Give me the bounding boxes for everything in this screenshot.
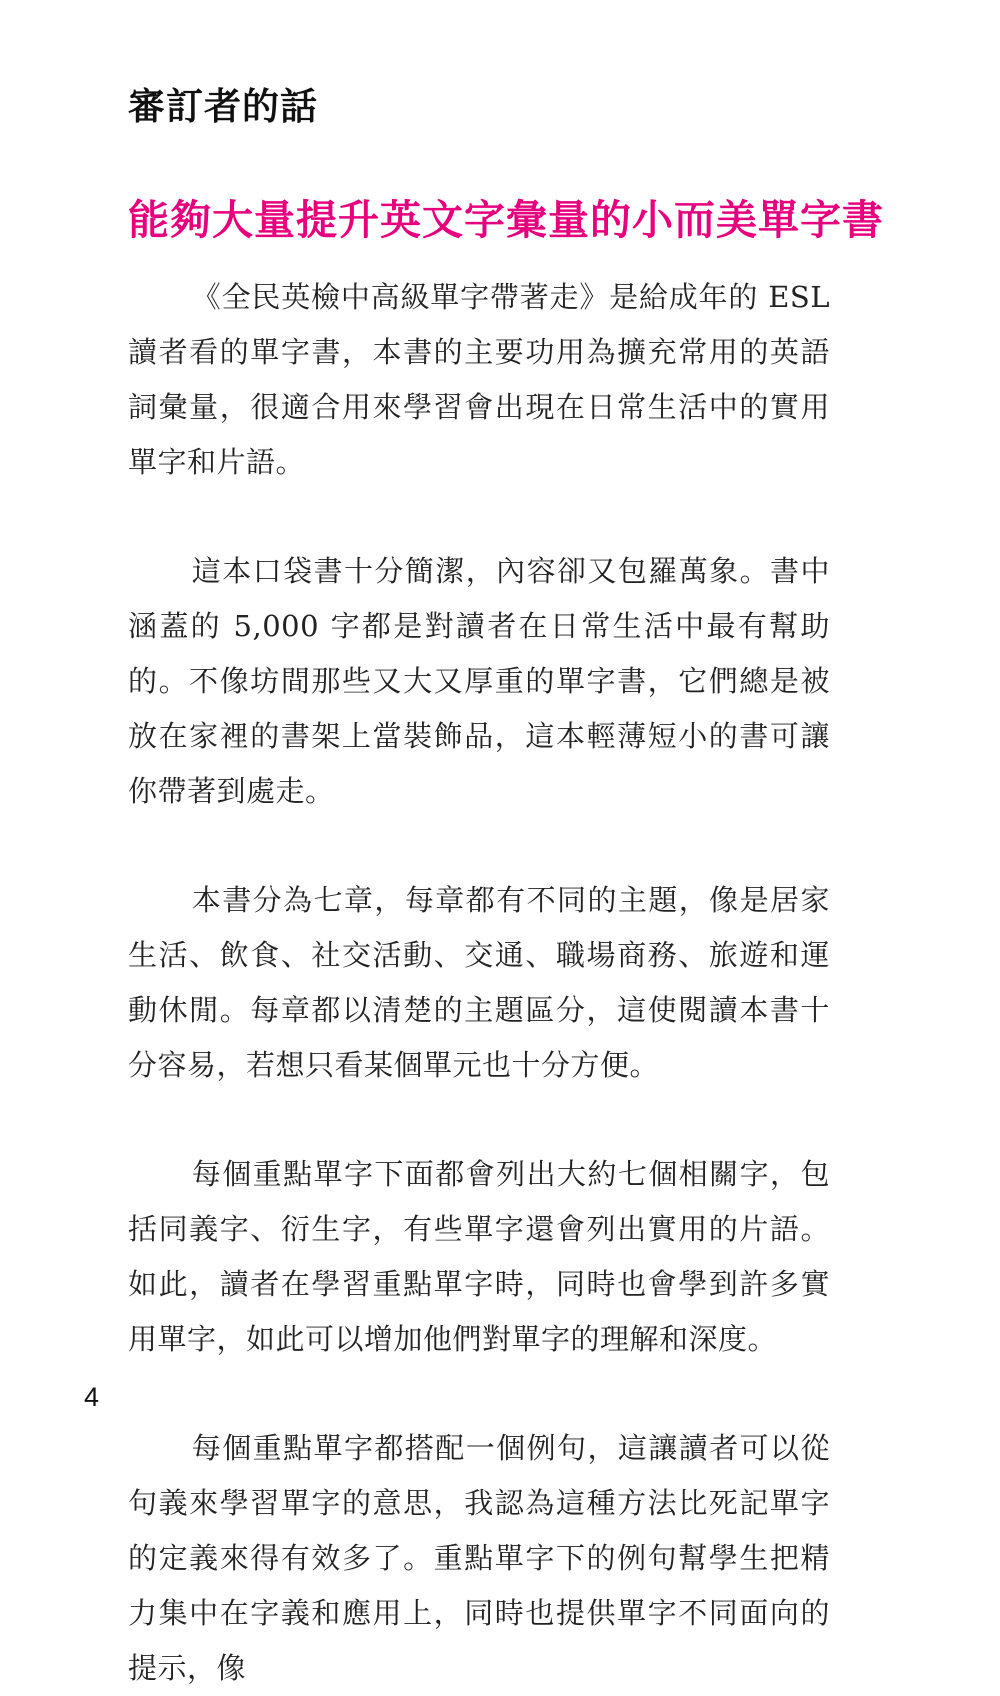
- paragraph: 本書分為七章，每章都有不同的主題，像是居家生活、飲食、社交活動、交通、職場商務、旅遊和運動休閒。每章都以清楚的主題區分，這使閱讀本書十分容易，若想只看某個單元也十分方便。: [128, 883, 830, 1082]
- body-text: [128, 270, 830, 1696]
- section-heading: 審訂者的話: [128, 85, 318, 128]
- paragraph: 每個重點單字下面都會列出大約七個相關字，包括同義字、衍生字，有些單字還會列出實用的片語。如此，讀者在學習重點單字時，同時也會學到許多實用單字，如此可以增加他們對單字的理解和深度。: [128, 1157, 830, 1356]
- paragraph: 這本口袋書十分簡潔，內容卻又包羅萬象。書中涵蓋的 5,000 字都是對讀者在日常生活中最有幫助的。不像坊間那些又大又厚重的單字書，它們總是被放在家裡的書架上當裝飾品，這本輕薄短小的書可讓你帶著到處走。: [128, 554, 830, 808]
- paragraph: 《全民英檢中高級單字帶著走》是給成年的 ESL 讀者看的單字書，本書的主要功用為擴充常用的英語詞彙量，很適合用來學習會出現在日常生活中的實用單字和片語。: [128, 280, 830, 479]
- article-title: 能夠大量提升英文字彙量的小而美單字書: [128, 196, 884, 244]
- page-number: 4: [84, 1382, 100, 1412]
- paragraph: 每個重點單字都搭配一個例句，這讓讀者可以從句義來學習單字的意思，我認為這種方法比死記單字的定義來得有效多了。重點單字下的例句幫學生把精力集中在字義和應用上，同時也提供單字不同面向的提示，像: [128, 1431, 830, 1685]
